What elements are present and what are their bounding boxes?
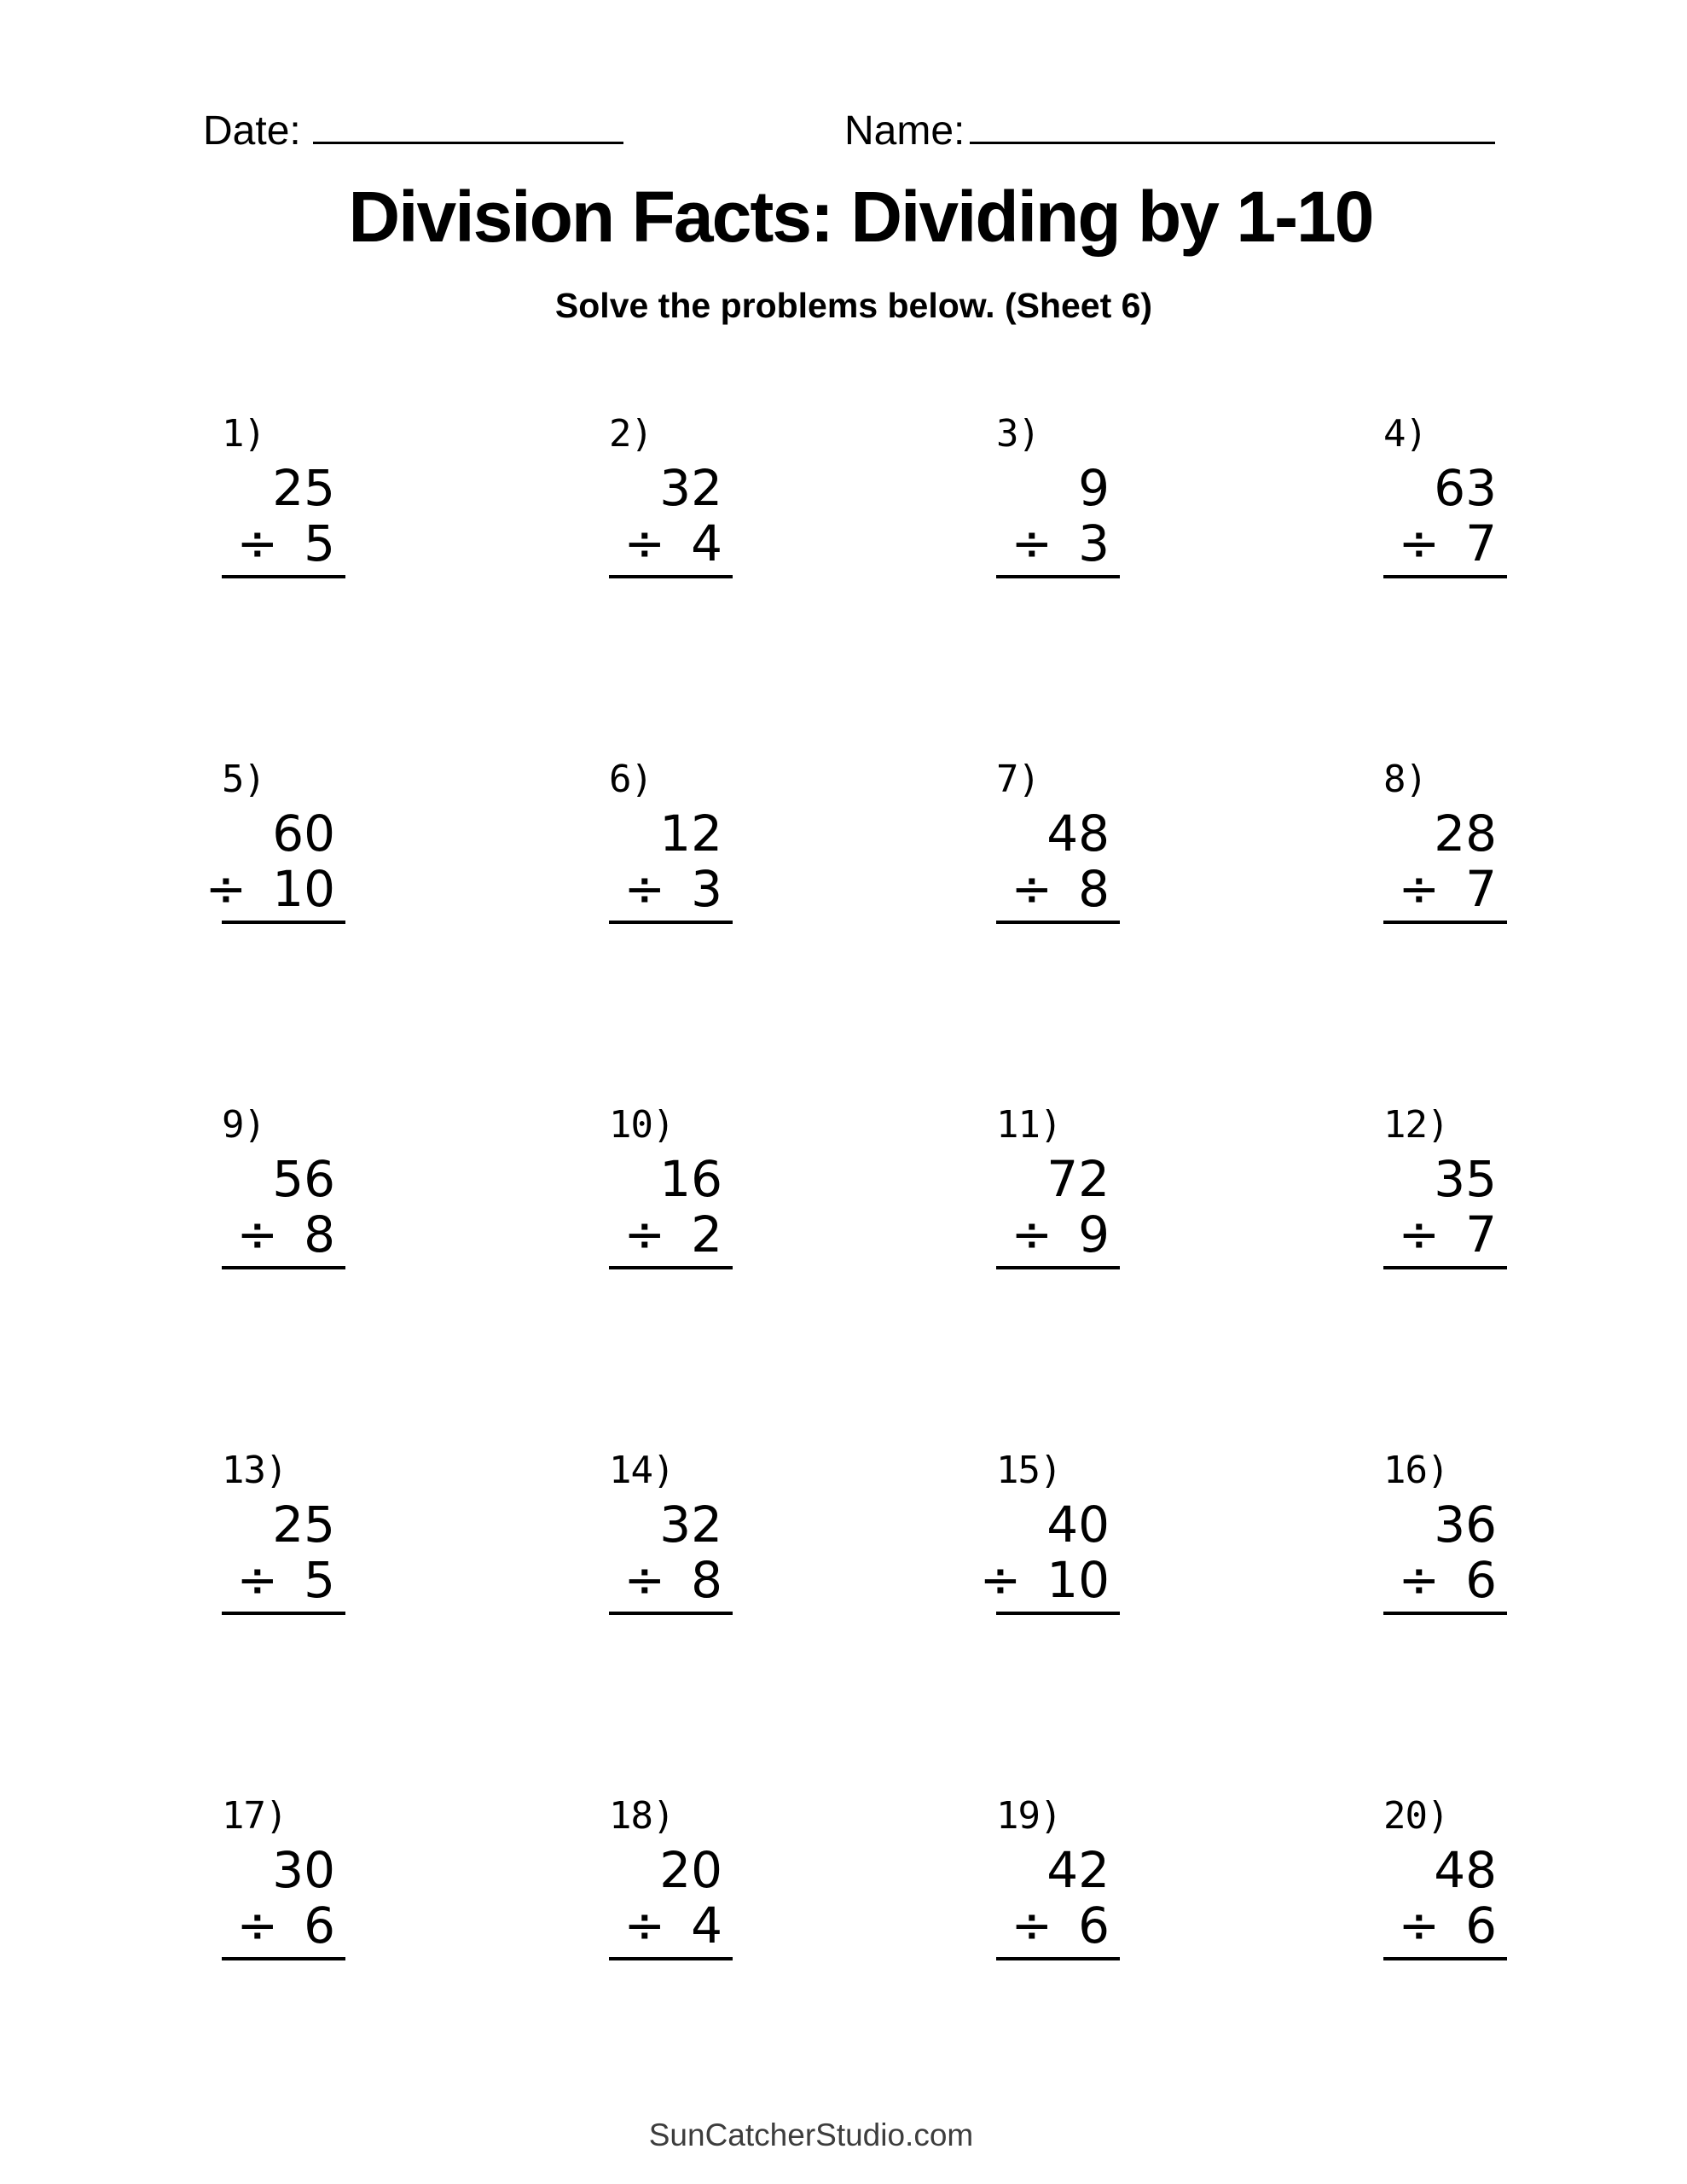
divisor-row xyxy=(609,1207,733,1263)
answer-line xyxy=(996,921,1120,924)
problem xyxy=(979,1449,1120,1796)
name-label: Name: xyxy=(844,108,965,154)
problem xyxy=(996,1796,1120,2141)
dividend: 48 xyxy=(1046,804,1110,863)
name-field xyxy=(844,108,1495,154)
division-sign: ÷ xyxy=(1398,860,1441,919)
divisor-row xyxy=(222,516,345,572)
divisor: 7 xyxy=(1465,1205,1497,1264)
problem xyxy=(1383,759,1507,1105)
problem-number: 17) xyxy=(222,1794,287,1838)
divisor-row xyxy=(1383,516,1507,572)
dividend: 25 xyxy=(272,1496,335,1554)
problem xyxy=(609,1796,733,2141)
divisor-row xyxy=(609,862,733,917)
problem-number: 16) xyxy=(1383,1449,1449,1492)
divisor: 8 xyxy=(1078,860,1110,919)
division-sign: ÷ xyxy=(236,1896,279,1955)
divisor: 5 xyxy=(304,514,335,573)
dividend: 28 xyxy=(1434,804,1497,863)
division-sign: ÷ xyxy=(236,514,279,573)
divisor-row xyxy=(222,1553,345,1608)
date-label: Date: xyxy=(203,108,301,154)
answer-line xyxy=(609,921,733,924)
divisor-row xyxy=(609,1553,733,1608)
answer-line xyxy=(1383,1266,1507,1269)
name-fill-line xyxy=(970,142,1495,144)
divisor: 7 xyxy=(1465,514,1497,573)
division-sign: ÷ xyxy=(1011,1205,1053,1264)
dividend: 40 xyxy=(1046,1496,1110,1554)
divisor: 4 xyxy=(691,514,722,573)
division-sign: ÷ xyxy=(623,1896,666,1955)
division-sign: ÷ xyxy=(236,1551,279,1610)
problem-number: 11) xyxy=(996,1103,1062,1147)
division-sign: ÷ xyxy=(1398,1896,1441,1955)
problem xyxy=(996,759,1120,1105)
division-sign: ÷ xyxy=(1011,1896,1053,1955)
division-sign: ÷ xyxy=(1398,1551,1441,1610)
division-sign: ÷ xyxy=(623,860,666,919)
answer-line xyxy=(1383,921,1507,924)
dividend: 12 xyxy=(659,804,722,863)
divisor-row xyxy=(1383,862,1507,917)
dividend: 35 xyxy=(1434,1150,1497,1209)
division-sign: ÷ xyxy=(623,514,666,573)
divisor-row xyxy=(609,516,733,572)
divisor: 5 xyxy=(304,1551,335,1610)
answer-line xyxy=(996,1957,1120,1960)
divisor: 6 xyxy=(1465,1551,1497,1610)
division-sign: ÷ xyxy=(623,1551,666,1610)
divisor-row xyxy=(222,1898,345,1954)
divisor: 2 xyxy=(691,1205,722,1264)
divisor: 10 xyxy=(1046,1551,1110,1610)
division-sign: ÷ xyxy=(623,1205,666,1264)
divisor: 6 xyxy=(1465,1896,1497,1955)
divisor: 4 xyxy=(691,1896,722,1955)
problems-grid xyxy=(205,412,1507,2141)
answer-line xyxy=(1383,1612,1507,1615)
answer-line xyxy=(996,1612,1120,1615)
problem-number: 15) xyxy=(996,1449,1062,1492)
problem-number: 3) xyxy=(996,412,1040,456)
problem xyxy=(1383,414,1507,759)
dividend: 63 xyxy=(1434,459,1497,518)
problem-number: 19) xyxy=(996,1794,1062,1838)
divisor: 3 xyxy=(691,860,722,919)
problem xyxy=(222,1450,345,1796)
problem xyxy=(609,1450,733,1796)
page-title: Division Facts: Dividing by 1-10 xyxy=(348,177,1373,257)
divisor: 8 xyxy=(691,1551,722,1610)
footer-site-name: SunCatcherStudio.com xyxy=(648,2117,974,2152)
division-sign: ÷ xyxy=(1011,514,1053,573)
problem-number: 2) xyxy=(609,412,652,456)
problem xyxy=(996,1105,1120,1450)
problem xyxy=(609,414,733,759)
divisor-row xyxy=(1383,1898,1507,1954)
problem-number: 10) xyxy=(609,1103,675,1147)
problem-number: 4) xyxy=(1383,412,1427,456)
division-sign: ÷ xyxy=(1011,860,1053,919)
divisor: 10 xyxy=(272,860,335,919)
division-sign: ÷ xyxy=(236,1205,279,1264)
date-field xyxy=(203,108,623,154)
divisor-row xyxy=(205,860,345,919)
problem xyxy=(1383,1796,1507,2141)
problem xyxy=(222,414,345,759)
problem-number: 1) xyxy=(222,412,265,456)
problem xyxy=(996,414,1120,759)
dividend: 72 xyxy=(1046,1150,1110,1209)
answer-line xyxy=(609,1612,733,1615)
dividend: 25 xyxy=(272,459,335,518)
answer-line xyxy=(222,921,345,924)
divisor: 3 xyxy=(1078,514,1110,573)
divisor-row xyxy=(609,1898,733,1954)
divisor: 8 xyxy=(304,1205,335,1264)
answer-line xyxy=(222,1612,345,1615)
divisor: 7 xyxy=(1465,860,1497,919)
answer-line xyxy=(222,1957,345,1960)
answer-line xyxy=(1383,575,1507,578)
problem-number: 8) xyxy=(1383,758,1427,801)
problem-number: 5) xyxy=(222,758,265,801)
division-sign: ÷ xyxy=(1398,1205,1441,1264)
answer-line xyxy=(609,1266,733,1269)
problem-number: 18) xyxy=(609,1794,675,1838)
divisor-row xyxy=(1383,1553,1507,1608)
dividend: 36 xyxy=(1434,1496,1497,1554)
division-sign: ÷ xyxy=(1398,514,1441,573)
dividend: 9 xyxy=(1078,459,1110,518)
date-fill-line xyxy=(313,142,623,144)
dividend: 60 xyxy=(272,804,335,863)
answer-line xyxy=(996,1266,1120,1269)
problem-number: 7) xyxy=(996,758,1040,801)
problem-number: 14) xyxy=(609,1449,675,1492)
divisor-row xyxy=(996,862,1120,917)
division-sign: ÷ xyxy=(979,1551,1022,1610)
divisor-row xyxy=(996,1898,1120,1954)
problem xyxy=(222,1796,345,2141)
divisor-row xyxy=(996,516,1120,572)
dividend: 30 xyxy=(272,1841,335,1900)
divisor: 9 xyxy=(1078,1205,1110,1264)
problem-number: 6) xyxy=(609,758,652,801)
answer-line xyxy=(1383,1957,1507,1960)
dividend: 16 xyxy=(659,1150,722,1209)
dividend: 32 xyxy=(659,1496,722,1554)
dividend: 42 xyxy=(1046,1841,1110,1900)
dividend: 20 xyxy=(659,1841,722,1900)
answer-line xyxy=(996,575,1120,578)
answer-line xyxy=(609,575,733,578)
dividend: 48 xyxy=(1434,1841,1497,1900)
divisor-row xyxy=(996,1207,1120,1263)
divisor-row xyxy=(979,1551,1120,1610)
divisor-row xyxy=(222,1207,345,1263)
problem-number: 20) xyxy=(1383,1794,1449,1838)
problem-number: 12) xyxy=(1383,1103,1449,1147)
problem xyxy=(205,758,345,1105)
answer-line xyxy=(609,1957,733,1960)
divisor-row xyxy=(1383,1207,1507,1263)
answer-line xyxy=(222,575,345,578)
divisor: 6 xyxy=(304,1896,335,1955)
page-subtitle: Solve the problems below. (Sheet 6) xyxy=(554,286,1153,325)
problem xyxy=(1383,1105,1507,1450)
answer-line xyxy=(222,1266,345,1269)
divisor: 6 xyxy=(1078,1896,1110,1955)
problem xyxy=(222,1105,345,1450)
problem xyxy=(609,759,733,1105)
dividend: 32 xyxy=(659,459,722,518)
problem-number: 13) xyxy=(222,1449,287,1492)
problem-number: 9) xyxy=(222,1103,265,1147)
dividend: 56 xyxy=(272,1150,335,1209)
division-sign: ÷ xyxy=(205,860,247,919)
problem xyxy=(609,1105,733,1450)
problem xyxy=(1383,1450,1507,1796)
